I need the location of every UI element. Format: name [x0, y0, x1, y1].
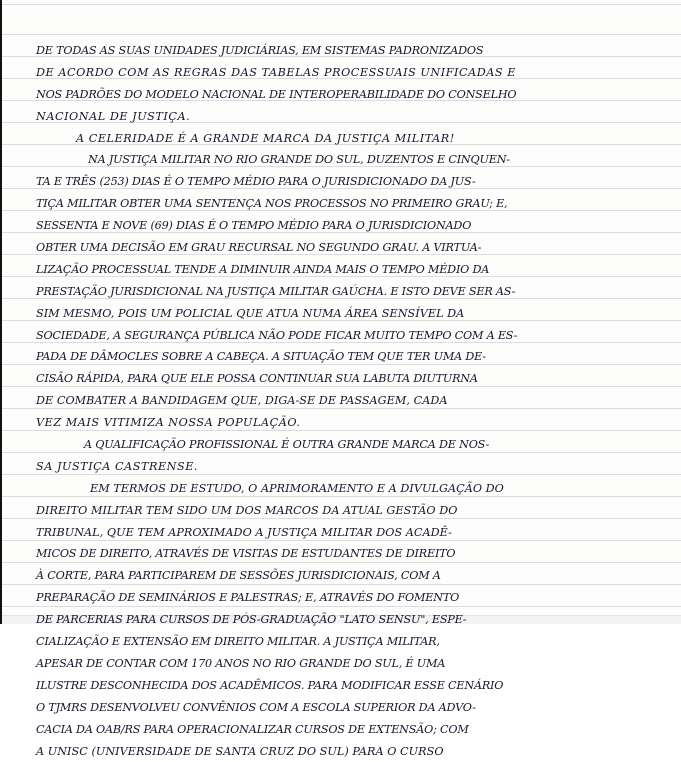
text-line: VEZ MAIS VITIMIZA NOSSA POPULAÇÃO.: [36, 412, 631, 434]
text-line: MICOS DE DIREITO, ATRAVÉS DE VISITAS DE ESTUDANTES DE DIREITO: [36, 543, 631, 565]
text-line: APESAR DE CONTAR COM 170 ANOS NO RIO GRANDE DO SUL, É UMA: [36, 653, 631, 675]
text-line: TIÇA MILITAR OBTER UMA SENTENÇA NOS PROCESSOS NO PRIMEIRO GRAU; E,: [36, 193, 631, 215]
text-line: DE ACORDO COM AS REGRAS DAS TABELAS PROCESSUAIS UNIFICADAS E: [36, 62, 631, 84]
text-line: SIM MESMO, POIS UM POLICIAL QUE ATUA NUMA ÁREA SENSÍVEL DA: [36, 303, 631, 325]
handwritten-text-block: [36, 40, 631, 762]
text-line: DIREITO MILITAR TEM SIDO UM DOS MARCOS DA ATUAL GESTÃO DO: [36, 500, 631, 522]
text-line: CACIA DA OAB/RS PARA OPERACIONALIZAR CURSOS DE EXTENSÃO; COM: [36, 719, 631, 741]
text-line: CIALIZAÇÃO E EXTENSÃO EM DIREITO MILITAR. A JUSTIÇA MILITAR,: [36, 631, 631, 653]
text-line: À CORTE, PARA PARTICIPAREM DE SESSÕES JURISDICIONAIS, COM A: [36, 565, 631, 587]
text-line: SESSENTA E NOVE (69) DIAS É O TEMPO MÉDIO PARA O JURISDICIONADO: [36, 215, 631, 237]
text-line: TRIBUNAL, QUE TEM APROXIMADO A JUSTIÇA MILITAR DOS ACADÊ-: [36, 522, 631, 544]
text-line: A QUALIFICAÇÃO PROFISSIONAL É OUTRA GRANDE MARCA DE NOS-: [36, 434, 631, 456]
text-line: EM TERMOS DE ESTUDO, O APRIMORAMENTO E A DIVULGAÇÃO DO: [36, 478, 631, 500]
text-line: DE TODAS AS SUAS UNIDADES JUDICIÁRIAS, EM SISTEMAS PADRONIZADOS: [36, 40, 631, 62]
text-line: LIZAÇÃO PROCESSUAL TENDE A DIMINUIR AINDA MAIS O TEMPO MÉDIO DA: [36, 259, 631, 281]
text-line: CISÃO RÁPIDA, PARA QUE ELE POSSA CONTINUAR SUA LABUTA DIUTURNA: [36, 368, 631, 390]
text-line: DE COMBATER A BANDIDAGEM QUE, DIGA-SE DE PASSAGEM, CADA: [36, 390, 631, 412]
text-line: SA JUSTIÇA CASTRENSE.: [36, 456, 631, 478]
text-line: SOCIEDADE, A SEGURANÇA PÚBLICA NÃO PODE FICAR MUITO TEMPO COM A ES-: [36, 325, 631, 347]
text-line: PREPARAÇÃO DE SEMINÁRIOS E PALESTRAS; E, ATRAVÉS DO FOMENTO: [36, 587, 631, 609]
text-line: NACIONAL DE JUSTIÇA.: [36, 106, 631, 128]
text-line: NOS PADRÕES DO MODELO NACIONAL DE INTEROPERABILIDADE DO CONSELHO: [36, 84, 631, 106]
text-line: O TJMRS DESENVOLVEU CONVÊNIOS COM A ESCOLA SUPERIOR DA ADVO-: [36, 697, 631, 719]
text-line: TA E TRÊS (253) DIAS É O TEMPO MÉDIO PARA O JURISDICIONADO DA JUS-: [36, 171, 631, 193]
text-line: PRESTAÇÃO JURISDICIONAL NA JUSTIÇA MILITAR GAÚCHA. E ISTO DEVE SER AS-: [36, 281, 631, 303]
text-line: DE PARCERIAS PARA CURSOS DE PÓS-GRADUAÇÃO "LATO SENSU", ESPE-: [36, 609, 631, 631]
text-line: A CELERIDADE É A GRANDE MARCA DA JUSTIÇA MILITAR!: [36, 128, 631, 150]
text-line: ILUSTRE DESCONHECIDA DOS ACADÊMICOS. PARA MODIFICAR ESSE CENÁRIO: [36, 675, 631, 697]
text-line: OBTER UMA DECISÃO EM GRAU RECURSAL NO SEGUNDO GRAU. A VIRTUA-: [36, 237, 631, 259]
text-line: NA JUSTIÇA MILITAR NO RIO GRANDE DO SUL, DUZENTOS E CINQUEN-: [36, 149, 631, 171]
text-line: A UNISC (UNIVERSIDADE DE SANTA CRUZ DO SUL) PARA O CURSO: [36, 741, 631, 762]
text-line: PADA DE DÂMOCLES SOBRE A CABEÇA. A SITUAÇÃO TEM QUE TER UMA DE-: [36, 346, 631, 368]
